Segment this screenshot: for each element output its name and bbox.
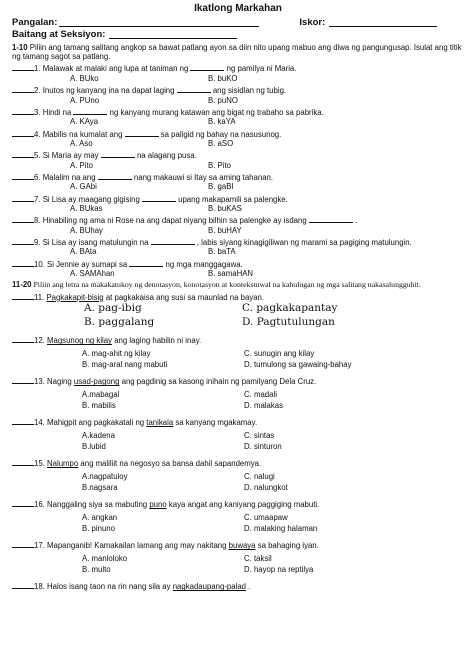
question-block <box>12 375 464 410</box>
choice-a[interactable]: A. pag-ibig <box>84 302 142 315</box>
choice-c[interactable]: C. madali <box>244 389 277 399</box>
answer-blank[interactable] <box>12 106 34 115</box>
underlined-term: Nalumpo <box>47 459 79 469</box>
choices-row <box>12 513 464 522</box>
choices-row <box>12 204 464 213</box>
question-text-before: Si Jennie ay sumapi sa <box>47 259 128 269</box>
part1-items <box>12 62 464 278</box>
choices-row <box>12 182 464 191</box>
question-number: 3. <box>34 107 41 117</box>
question-block <box>12 539 464 574</box>
question-text-after: kaya angat ang kaniyang paggiging mabuti. <box>168 500 320 510</box>
choice-d[interactable]: D. hayop na reptilya <box>244 565 314 574</box>
question-number: 13. <box>34 377 45 387</box>
answer-blank[interactable] <box>12 334 34 343</box>
question-text-after: ang laging habilin ni inay. <box>114 336 202 346</box>
score-label: Iskor: <box>299 17 326 28</box>
choices-row <box>12 401 464 410</box>
question-number: 10. <box>34 259 45 269</box>
choices-row <box>12 302 464 314</box>
question-item <box>12 291 464 302</box>
choice-c[interactable]: C. pagkakapantay <box>242 302 338 315</box>
choice-a[interactable]: A.mabagal <box>82 389 120 399</box>
question-item <box>12 457 464 468</box>
choice-a[interactable]: A. mag-ahit ng kilay <box>82 348 151 358</box>
answer-blank[interactable] <box>12 457 34 466</box>
answer-blank[interactable] <box>12 62 34 71</box>
fill-blank <box>98 171 132 180</box>
question-number: 1. <box>34 64 41 74</box>
question-text-before: Malawak at malaki ang lupa at taniman ng <box>42 64 189 74</box>
question-number: 7. <box>34 194 41 204</box>
question-text-before: Nanggaling siya sa mabuting <box>47 500 148 510</box>
choice-b[interactable]: B. pinuno <box>82 523 115 533</box>
question-number: 6. <box>34 172 41 182</box>
choice-a[interactable]: A. SAMAhan <box>70 269 115 278</box>
answer-blank[interactable] <box>12 214 34 223</box>
question-item <box>12 214 464 225</box>
part2-instructions-text: Piliin ang letra na makakatukoy ng denotasyon, konotasyon at kontekstuwal na kahulugan ng mga salitang nakasalungguhit. <box>33 280 421 290</box>
answer-blank[interactable] <box>12 171 34 180</box>
choices-row <box>12 442 464 451</box>
section-field[interactable] <box>109 29 237 39</box>
name-score-row <box>12 17 464 28</box>
underlined-term: nagkadaupang-palad <box>172 582 246 592</box>
choice-b[interactable]: B. buKAS <box>208 203 242 213</box>
question-text-before: Si Maria ay may <box>42 151 99 161</box>
question-number: 12. <box>34 336 45 346</box>
choice-c[interactable]: C. umaapaw <box>244 512 288 522</box>
fill-blank <box>309 214 353 223</box>
question-text-before: Mabilis na kumalat ang <box>42 129 123 139</box>
underlined-term: Magsunog ng kilay <box>47 336 113 346</box>
question-text-after: ang sisidlan ng tubig. <box>212 86 287 96</box>
question-number: 5. <box>34 151 41 161</box>
fill-blank <box>190 62 224 71</box>
choice-b[interactable]: B. paggalang <box>84 316 155 329</box>
question-text-after: upang makapamili sa palengke. <box>178 194 288 204</box>
choices-row <box>12 554 464 563</box>
choice-a[interactable]: A. KAya <box>70 117 99 127</box>
part1-instructions-text: Piliin ang tamang salitang angkop sa bawat patlang ayon sa diin nito upang mabuo ang diwa ng pangungusap. Isulat ang titik ng tamang sagot sa patlang. <box>12 42 462 62</box>
question-block <box>12 416 464 451</box>
question-block <box>12 334 464 369</box>
question-item <box>12 416 464 427</box>
choice-a[interactable]: A. Pito <box>70 160 93 170</box>
question-number: 17. <box>34 541 45 551</box>
fill-blank <box>142 193 176 202</box>
part1-instructions <box>12 43 464 62</box>
choice-a[interactable]: A. manloloko <box>82 553 128 563</box>
choice-b[interactable]: B. aSO <box>208 138 234 148</box>
choice-c[interactable]: C. sunugin ang kilay <box>244 348 315 358</box>
question-text-after: . <box>248 582 251 592</box>
question-item <box>12 580 464 591</box>
answer-blank[interactable] <box>12 416 34 425</box>
fill-blank <box>101 149 135 158</box>
question-text-after: nang makauwi si Itay sa aming tahanan. <box>133 172 274 182</box>
choice-b[interactable]: B. kaYA <box>208 117 236 127</box>
question-item <box>12 106 464 117</box>
choices-row <box>12 349 464 358</box>
part2-items <box>12 291 464 592</box>
question-text-before: Si Lisa ay maagang gigising <box>42 194 140 204</box>
choice-a[interactable]: A. GAbi <box>70 182 97 192</box>
choice-b[interactable]: B. mabilis <box>82 400 116 410</box>
choice-a[interactable]: A. BUko <box>70 73 99 83</box>
answer-blank[interactable] <box>12 258 34 267</box>
answer-blank[interactable] <box>12 149 34 158</box>
section-row <box>12 29 464 40</box>
question-number: 15. <box>34 459 45 469</box>
choices-row <box>12 360 464 369</box>
choices-row <box>12 483 464 492</box>
question-item <box>12 62 464 73</box>
question-item <box>12 193 464 204</box>
choices-row <box>12 117 464 126</box>
choice-b[interactable]: B. puNO <box>208 95 238 105</box>
underlined-term: tanikala <box>146 418 174 428</box>
answer-blank[interactable] <box>12 498 34 507</box>
choice-b[interactable]: B. samaHAN <box>208 269 254 278</box>
answer-blank[interactable] <box>12 193 34 202</box>
choices-row <box>12 316 464 328</box>
choice-a[interactable]: A. PUno <box>70 95 100 105</box>
question-text-before: Hindi na <box>42 107 72 117</box>
name-field[interactable] <box>59 17 259 27</box>
answer-blank[interactable] <box>12 84 34 93</box>
name-label: Pangalan: <box>12 17 58 28</box>
question-text-before: Si Lisa ay isang matulungin na <box>42 237 149 247</box>
choice-c[interactable]: C. sintas <box>244 430 275 440</box>
question-number: 9. <box>34 237 41 247</box>
answer-blank[interactable] <box>12 539 34 548</box>
choice-d[interactable]: D. nalungkot <box>244 482 288 492</box>
choice-b[interactable]: B. Pito <box>208 160 231 170</box>
question-item <box>12 498 464 509</box>
question-number: 2. <box>34 86 41 96</box>
choice-c[interactable]: C. nalugi <box>244 471 275 481</box>
question-number: 8. <box>34 216 41 226</box>
question-block <box>12 457 464 492</box>
section-label: Baitang at Seksiyon: <box>12 29 106 41</box>
choice-b[interactable]: B.nagsara <box>82 482 118 492</box>
question-block <box>12 498 464 533</box>
choice-a[interactable]: A. BUhay <box>70 225 103 235</box>
choice-a[interactable]: A.nagpatuloy <box>82 471 128 481</box>
underlined-term: Pagkakapit-bisig <box>46 292 104 302</box>
question-block <box>12 291 464 328</box>
choice-d[interactable]: D. sinturon <box>244 441 282 451</box>
question-text-before: Naging <box>47 377 72 387</box>
choices-row <box>12 472 464 481</box>
score-field[interactable] <box>329 17 437 27</box>
question-text-after: sa kanyang mgakamay. <box>175 418 258 428</box>
question-item <box>12 236 464 247</box>
choice-b[interactable]: B. gaBI <box>208 182 234 192</box>
answer-blank[interactable] <box>12 580 34 589</box>
fill-blank <box>73 106 107 115</box>
question-number: 11. <box>34 292 45 302</box>
question-text-after: ng pamilya ni Maria. <box>226 64 297 74</box>
question-item <box>12 84 464 95</box>
question-text-after: , labis siyang kinagigiliwan ng marami sa pagiging matulungin. <box>196 237 412 247</box>
choice-b[interactable]: B. buKO <box>208 73 238 83</box>
choice-d[interactable]: D. tumulong sa gawaing-bahay <box>244 359 352 369</box>
question-text-before: Malalim na ang <box>42 172 96 182</box>
question-item <box>12 149 464 160</box>
choice-a[interactable]: A. Aso <box>70 138 93 148</box>
question-text-after: ng kanyang murang katawan ang bigat ng trabaho sa pabrika. <box>109 107 324 117</box>
choices-row <box>12 139 464 148</box>
choices-row <box>12 74 464 83</box>
question-text-before: Mahigpit ang pagkakatali ng <box>47 418 145 428</box>
question-block <box>12 580 464 591</box>
question-text-before: Halos isang taon na rin nang sila ay <box>47 582 171 592</box>
question-number: 18. <box>34 582 45 592</box>
question-text-before: Hinabiling ng ama ni Rose na ang dapat niyang bilhin sa palengke ay isdang <box>42 216 307 226</box>
choice-a[interactable]: A. angkan <box>82 512 118 522</box>
fill-blank <box>177 84 211 93</box>
question-text-before: Mapanganib! Kamakailan lamang ang may nakitang <box>47 541 227 551</box>
fill-blank <box>125 128 159 137</box>
answer-blank[interactable] <box>12 375 34 384</box>
underlined-term: usad-pagong <box>73 377 120 387</box>
choice-a[interactable]: A. BAta <box>70 247 97 257</box>
choices-row <box>12 565 464 574</box>
choice-d[interactable]: D. malakas <box>244 400 283 410</box>
fill-blank <box>151 236 195 245</box>
choices-row <box>12 390 464 399</box>
question-text-after: ang maliliit na negosyo sa bansa dahil sapandemya. <box>80 459 262 469</box>
choice-c[interactable]: C. taksil <box>244 553 272 563</box>
part2-range: 11-20 <box>12 280 32 290</box>
answer-blank[interactable] <box>12 291 34 300</box>
choice-a[interactable]: A.kadena <box>82 430 115 440</box>
choice-b[interactable]: B. multo <box>82 565 111 574</box>
question-number: 14. <box>34 418 45 428</box>
question-number: 16. <box>34 500 45 510</box>
question-item <box>12 375 464 386</box>
choices-row <box>12 431 464 440</box>
question-text-after: sa paligid ng bahay na nasusunog. <box>160 129 282 139</box>
answer-blank[interactable] <box>12 128 34 137</box>
question-item <box>12 171 464 182</box>
choice-b[interactable]: B. mag-aral nang mabuti <box>82 359 168 369</box>
underlined-term: puno <box>149 500 167 510</box>
question-item <box>12 128 464 139</box>
fill-blank <box>129 258 163 267</box>
page-title: Ikatlong Markahan <box>194 3 282 14</box>
question-text-after: sa bahaging iyan. <box>257 541 319 551</box>
question-text-before: Inutos ng kanyang ina na dapat laging <box>42 86 175 96</box>
choices-row <box>12 247 464 256</box>
choice-d[interactable]: D. malaking halaman <box>244 523 318 533</box>
question-text-after: na alagang pusa. <box>136 151 197 161</box>
question-text-after: at pagkakaisa ang susi sa maunlad na bayan. <box>105 292 265 302</box>
question-item <box>12 539 464 550</box>
choices-row <box>12 524 464 533</box>
question-text-after: ng mga manggagawa. <box>165 259 243 269</box>
question-item <box>12 334 464 345</box>
question-number: 4. <box>34 129 41 139</box>
choices-row <box>12 226 464 235</box>
answer-blank[interactable] <box>12 236 34 245</box>
question-text-after: . <box>355 216 358 226</box>
choice-b[interactable]: B. buHAY <box>208 225 242 235</box>
question-text-after: ang pagdinig sa kasong inihain ng pamilyang Dela Cruz. <box>121 377 317 387</box>
choices-row <box>12 96 464 105</box>
choices-row <box>12 269 464 278</box>
choice-d[interactable]: D. Pagtutulungan <box>242 316 335 329</box>
part2-instructions <box>12 280 464 289</box>
choice-b[interactable]: B.lubid <box>82 441 106 451</box>
underlined-term: buwaya <box>228 541 256 551</box>
choice-b[interactable]: B. baTA <box>208 247 236 257</box>
part1-range: 1-10 <box>12 42 28 52</box>
choice-a[interactable]: A. BUkas <box>70 203 103 213</box>
question-item <box>12 258 464 269</box>
choices-row <box>12 161 464 170</box>
